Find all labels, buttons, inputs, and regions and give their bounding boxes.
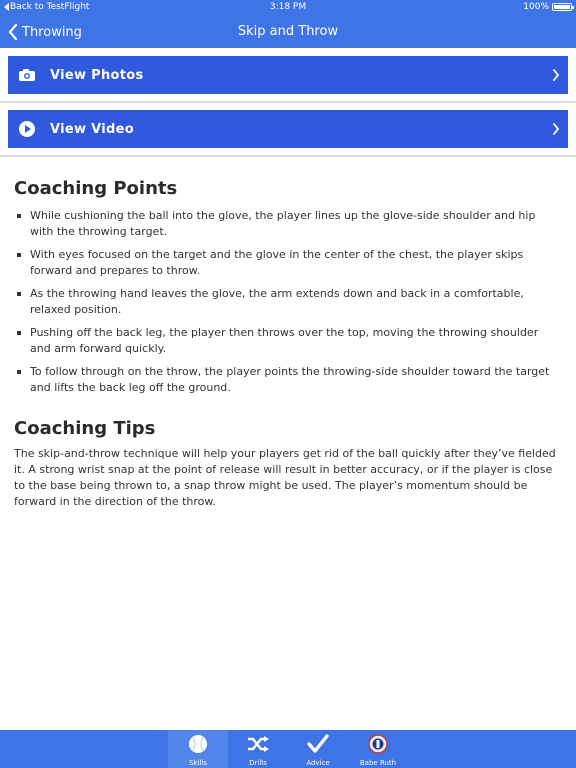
tab-advice[interactable] (288, 730, 348, 768)
status-bar (0, 0, 576, 16)
nav-back-label: Throwing (22, 24, 82, 40)
camera-icon (16, 64, 38, 86)
battery-icon (552, 3, 572, 11)
navigation-bar (0, 16, 576, 48)
play-icon (16, 118, 38, 140)
tab-babe-ruth[interactable] (348, 730, 408, 768)
view-video-label: View Video (50, 121, 134, 137)
chevron-right-icon (552, 56, 560, 94)
coaching-tips-heading: Coaching Tips (14, 418, 156, 439)
coaching-point: While cushioning the ball into the glove, the player lines up the glove-side shoulder and hip with the throwing target. (14, 208, 554, 240)
back-to-app-label: Back to TestFlight (10, 2, 90, 12)
shuffle-icon (228, 734, 288, 756)
tab-skills-label: Skills (189, 759, 207, 767)
coaching-point: To follow through on the throw, the player points the throwing-side shoulder toward the target and lifts the back leg off the ground. (14, 364, 554, 396)
divider (0, 101, 576, 103)
coaching-point: As the throwing hand leaves the glove, the arm extends down and back in a comfortable, relaxed position. (14, 286, 554, 318)
chevron-right-icon (552, 110, 560, 148)
tab-skills[interactable] (168, 730, 228, 768)
tab-babe-ruth-label: Babe Ruth (359, 759, 397, 767)
status-battery (523, 2, 572, 12)
tab-drills[interactable] (228, 730, 288, 768)
babe-ruth-logo-icon (348, 734, 408, 756)
tab-bar (0, 730, 576, 768)
coaching-point: With eyes focused on the target and the glove in the center of the chest, the player skips forward and prepares to throw. (14, 247, 554, 279)
coaching-points-heading: Coaching Points (14, 178, 178, 199)
coaching-tips-text: The skip-and-throw technique will help your players get rid of the ball quickly after they’ve fielded it. A strong wrist snap at the point of release will result in better accuracy, or if the player is close to the base being thrown to, a snap throw might be used. The player’s momentum should be forward in the direction of the throw. (14, 447, 556, 508)
view-photos-button[interactable] (8, 56, 568, 94)
coaching-point: Pushing off the back leg, the player then throws over the top, moving the throwing shoulder and arm forward quickly. (14, 325, 554, 357)
divider (0, 155, 576, 157)
battery-percent: 100% (523, 2, 549, 12)
tab-advice-label: Advice (306, 759, 330, 767)
page-title: Skip and Throw (237, 24, 339, 39)
status-time: 3:18 PM (269, 2, 307, 12)
coaching-points-list (14, 208, 554, 403)
view-photos-label: View Photos (50, 67, 144, 83)
view-video-button[interactable] (8, 110, 568, 148)
checkmark-icon (288, 734, 348, 756)
baseball-icon (168, 734, 228, 756)
tab-drills-label: Drills (249, 759, 267, 767)
top-bar (0, 0, 576, 48)
